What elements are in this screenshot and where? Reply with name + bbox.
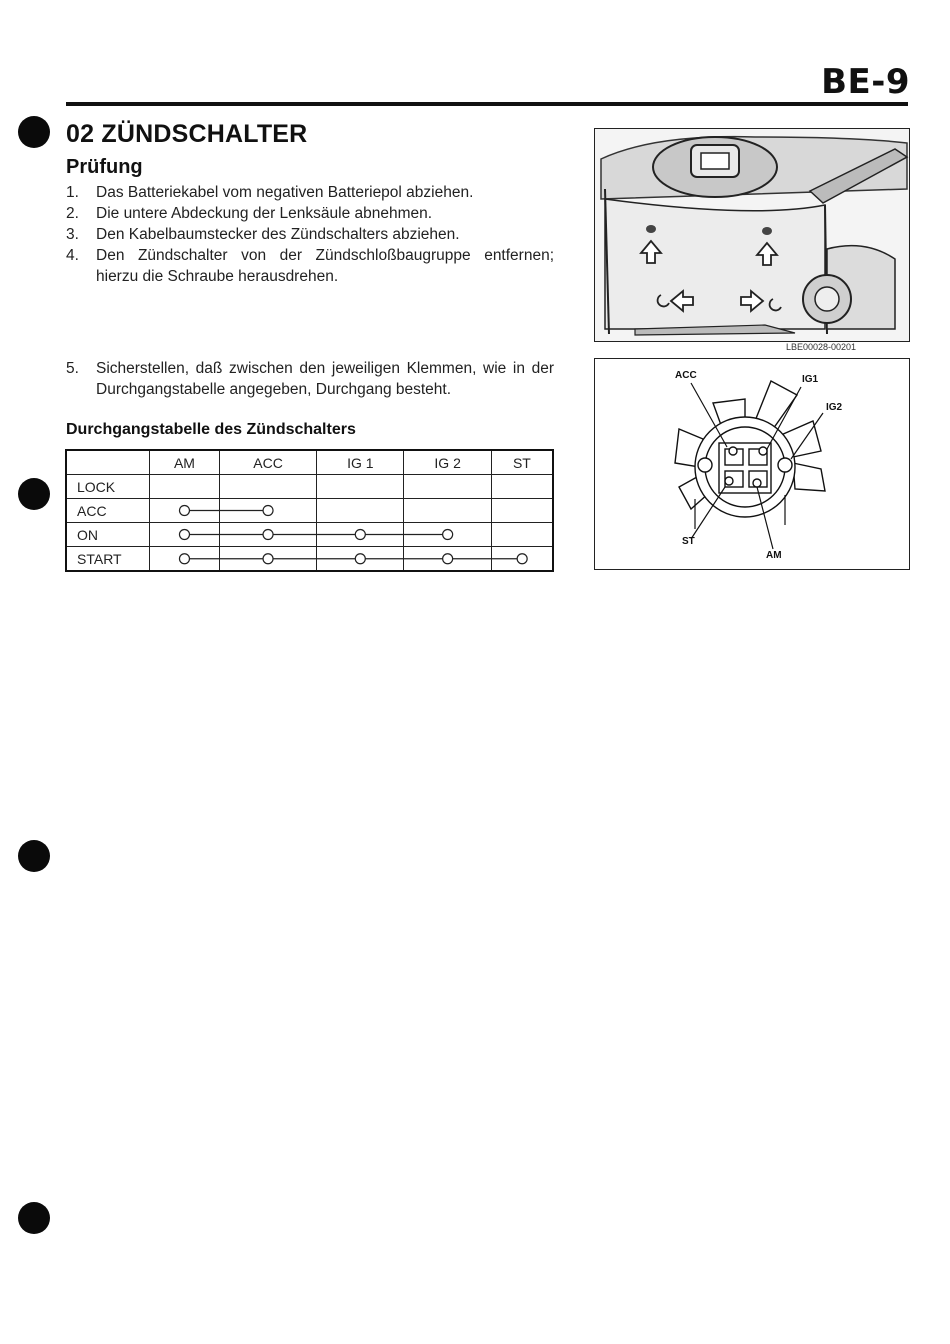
subheading: Prüfung xyxy=(66,156,143,178)
table-row xyxy=(66,499,553,523)
table-cell xyxy=(317,475,404,499)
row-label: START xyxy=(66,547,150,572)
binder-hole xyxy=(18,1202,50,1234)
label-am: AM xyxy=(766,550,782,561)
label-acc: ACC xyxy=(675,370,697,381)
step-item xyxy=(66,182,554,203)
table-cell xyxy=(404,475,491,499)
step-item xyxy=(66,245,554,287)
table-cell xyxy=(150,523,220,547)
step-text: Die untere Abdeckung der Lenksäule abnehmen. xyxy=(96,205,433,222)
row-label: LOCK xyxy=(66,475,150,499)
step-number: 3. xyxy=(66,226,79,243)
step-item xyxy=(66,203,554,224)
step-item xyxy=(66,358,554,400)
step-text: Den Zündschalter von der Zündschloßbaugruppe entfernen; hierzu die Schraube herausdrehen. xyxy=(96,247,554,285)
section-title: 02 ZÜNDSCHALTER xyxy=(66,120,308,148)
table-cell xyxy=(491,499,553,523)
column-header: IG 1 xyxy=(317,450,404,475)
column-header: AM xyxy=(150,450,220,475)
table-title: Durchgangstabelle des Zündschalters xyxy=(66,421,356,438)
step-text: Das Batteriekabel vom negativen Batteriepol abziehen. xyxy=(96,184,474,201)
continuity-table xyxy=(65,449,554,572)
table-cell xyxy=(219,523,316,547)
table-row xyxy=(66,547,553,572)
step-item xyxy=(66,224,554,245)
step-number: 2. xyxy=(66,205,79,222)
label-st: ST xyxy=(682,536,695,547)
table-cell xyxy=(317,547,404,572)
step-number: 4. xyxy=(66,247,79,264)
table-cell xyxy=(491,475,553,499)
step-number: 1. xyxy=(66,184,79,201)
column-header: IG 2 xyxy=(404,450,491,475)
figure-connector-diagram xyxy=(594,358,910,570)
header-rule xyxy=(66,102,908,106)
step-number: 5. xyxy=(66,360,79,377)
steering-column-illustration xyxy=(595,129,909,341)
table-header-row xyxy=(66,450,553,475)
table-cell xyxy=(219,499,316,523)
binder-hole xyxy=(18,116,50,148)
row-label: ON xyxy=(66,523,150,547)
label-ig2: IG2 xyxy=(826,402,843,413)
label-ig1: IG1 xyxy=(802,374,819,385)
table-cell xyxy=(404,499,491,523)
table-cell xyxy=(150,499,220,523)
table-row xyxy=(66,523,553,547)
column-header: ST xyxy=(491,450,553,475)
table-cell xyxy=(404,547,491,572)
connector-illustration xyxy=(595,359,909,569)
figure-caption: LBE00028-00201 xyxy=(786,342,857,352)
steps-list xyxy=(66,182,554,287)
row-label: ACC xyxy=(66,499,150,523)
step-text: Sicherstellen, daß zwischen den jeweiligen Klemmen, wie in der Durchgangstabelle angegeben, Durchgang besteht. xyxy=(96,360,554,398)
table-cell xyxy=(491,547,553,572)
step-text: Den Kabelbaumstecker des Zündschalters abziehen. xyxy=(96,226,460,243)
binder-hole xyxy=(18,840,50,872)
column-header: ACC xyxy=(219,450,316,475)
binder-hole xyxy=(18,478,50,510)
figure-steering-column xyxy=(594,128,910,342)
table-cell xyxy=(219,475,316,499)
table-cell xyxy=(317,499,404,523)
table-cell xyxy=(219,547,316,572)
table-cell xyxy=(491,523,553,547)
table-row xyxy=(66,475,553,499)
table-cell xyxy=(317,523,404,547)
table-cell xyxy=(404,523,491,547)
page-code: BE-9 xyxy=(821,62,910,102)
column-header xyxy=(66,450,150,475)
table-cell xyxy=(150,547,220,572)
table-cell xyxy=(150,475,220,499)
steps-list xyxy=(66,358,554,400)
